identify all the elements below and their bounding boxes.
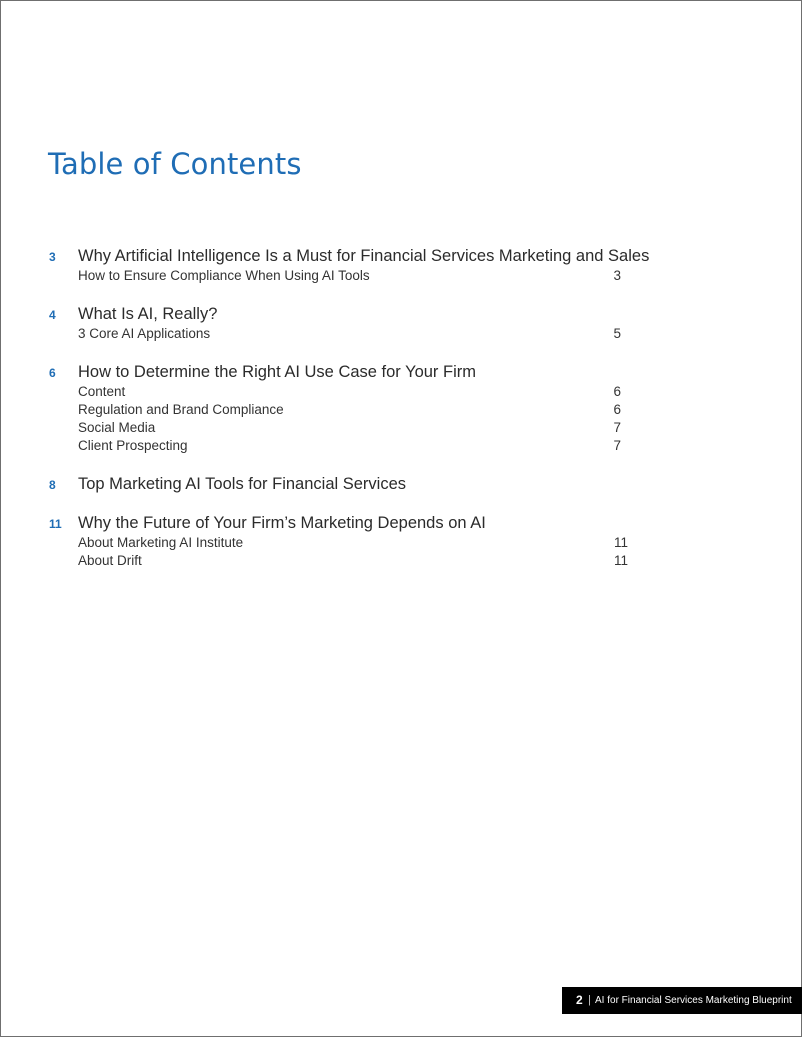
toc-subsection-page-number: 6: [613, 384, 621, 399]
toc-subsection-item[interactable]: [78, 383, 628, 401]
toc-subsection-label: How to Ensure Compliance When Using AI Tools: [78, 268, 370, 283]
toc-subsection-item[interactable]: [78, 534, 628, 552]
toc-subsection-page-number: 6: [613, 402, 621, 417]
toc-section-page-number: 11: [49, 517, 62, 531]
page-title: Table of Contents: [48, 147, 302, 181]
toc-subsection-item[interactable]: [78, 419, 628, 437]
toc-section-page-number: 3: [49, 250, 56, 264]
toc-section-page-number: 8: [49, 478, 56, 492]
toc-subsection-label: Regulation and Brand Compliance: [78, 402, 284, 417]
toc-subsection-item[interactable]: [78, 267, 628, 285]
toc-section-title-link[interactable]: Why Artificial Intelligence Is a Must for Financial Services Marketing and Sales: [78, 247, 650, 265]
footer-page-number: 2: [576, 993, 583, 1007]
toc-subsection-label: Client Prospecting: [78, 438, 188, 453]
toc-subsection-page-number: 5: [613, 326, 621, 341]
page-footer: [562, 987, 802, 1014]
toc-section-title-link[interactable]: How to Determine the Right AI Use Case for Your Firm: [78, 363, 476, 381]
toc-subsection-page-number: 11: [613, 553, 628, 568]
toc-subsection-page-number: 7: [613, 420, 621, 435]
toc-subsection-item[interactable]: [78, 325, 628, 343]
toc-section-page-number: 4: [49, 308, 56, 322]
toc-subsection-label: Social Media: [78, 420, 156, 435]
toc-subsection-label: About Drift: [78, 553, 142, 568]
footer-document-title: AI for Financial Services Marketing Blueprint: [595, 995, 792, 1006]
toc-subsection-label: Content: [78, 384, 126, 399]
toc-subsection-page-number: 11: [613, 535, 628, 550]
toc-section-title-link[interactable]: What Is AI, Really?: [78, 305, 218, 323]
toc-subsection-item[interactable]: [78, 552, 628, 570]
toc-section-title-link[interactable]: Why the Future of Your Firm’s Marketing Depends on AI: [78, 514, 486, 532]
toc-section-page-number: 6: [49, 366, 56, 380]
toc-subsection-label: About Marketing AI Institute: [78, 535, 244, 550]
toc-subsection-page-number: 7: [613, 438, 621, 453]
toc-subsection-page-number: 3: [613, 268, 621, 283]
toc-subsection-label: 3 Core AI Applications: [78, 326, 211, 341]
footer-separator: |: [588, 994, 591, 1006]
toc-section-title-link[interactable]: Top Marketing AI Tools for Financial Services: [78, 475, 407, 493]
table-of-contents: [1, 1, 801, 1036]
toc-subsection-item[interactable]: [78, 401, 628, 419]
toc-subsection-item[interactable]: [78, 437, 628, 455]
